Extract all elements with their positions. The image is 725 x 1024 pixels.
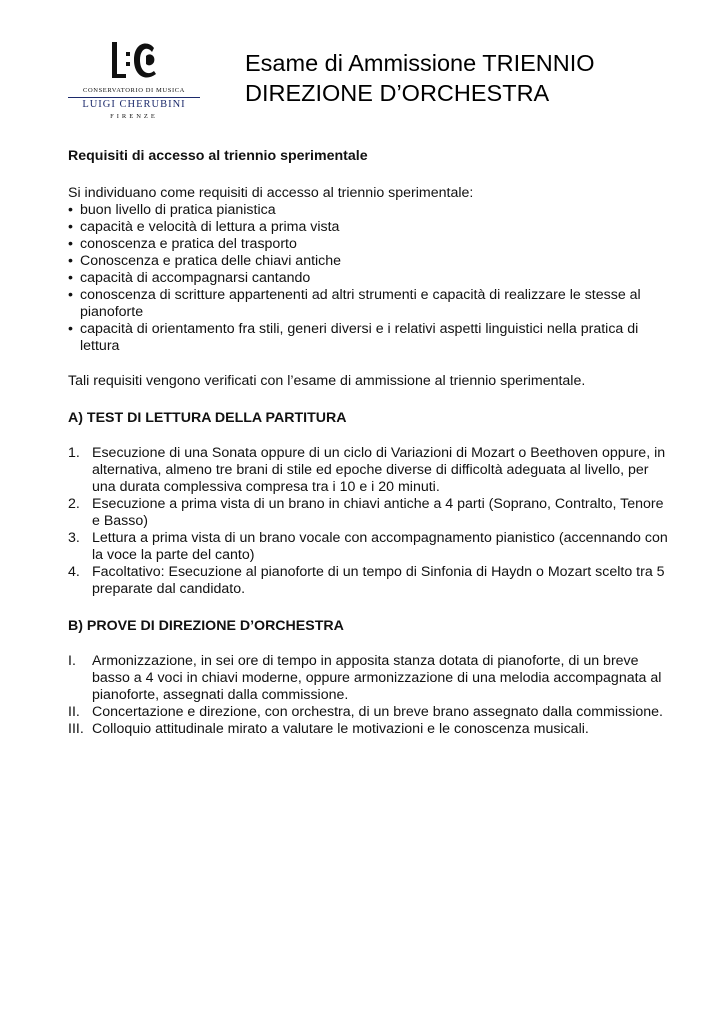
requirements-list bbox=[68, 202, 668, 355]
requirements-intro: Si individuano come requisiti di accesso al triennio sperimentale: bbox=[68, 185, 474, 201]
list-item: I. Armonizzazione, in sei ore di tempo in apposita stanza dotata di pianoforte, di un breve basso a 4 voci in chiavi moderne, oppure armonizzazione di una melodia accompagnata al pianoforte, assegnati dalla commissione. bbox=[68, 653, 662, 703]
list-item: • conoscenza di scritture appartenenti ad altri strumenti e capacità di realizzare le stesse al pianoforte bbox=[68, 287, 641, 320]
logo-text-city: FIRENZE bbox=[110, 113, 158, 120]
section-a-list bbox=[68, 445, 668, 598]
list-item: • capacità di accompagnarsi cantando bbox=[68, 270, 311, 286]
list-item: 2. Esecuzione a prima vista di un brano in chiavi antiche a 4 parti (Soprano, Contralto, Tenore e Basso) bbox=[68, 496, 664, 529]
list-item: • Conoscenza e pratica delle chiavi antiche bbox=[68, 253, 342, 269]
logo-monogram bbox=[110, 40, 160, 86]
list-item: • conoscenza e pratica del trasporto bbox=[68, 236, 297, 252]
document-body bbox=[68, 148, 668, 738]
logo-divider bbox=[68, 97, 200, 98]
bullet-mark: • bbox=[68, 202, 73, 218]
list-item: 1. Esecuzione di una Sonata oppure di un ciclo di Variazioni di Mozart o Beethoven oppure, in alternativa, almeno tre brani di stile ed epoche diverse di difficoltà adeguata al livello, per una durata complessiva compresa tra i 10 e i 20 minuti. bbox=[68, 445, 666, 495]
requirements-heading: Requisiti di accesso al triennio sperimentale bbox=[68, 148, 368, 164]
title-line-1: Esame di Ammissione TRIENNIO bbox=[245, 50, 595, 76]
section-a-heading: A) TEST DI LETTURA DELLA PARTITURA bbox=[68, 410, 347, 426]
bullet-mark: • bbox=[68, 236, 73, 252]
bullet-mark: • bbox=[68, 321, 73, 337]
document-title bbox=[245, 48, 595, 108]
list-item: • buon livello di pratica pianistica bbox=[68, 202, 276, 218]
title-line-2: DIREZIONE D’ORCHESTRA bbox=[245, 80, 550, 106]
section-b-heading: B) PROVE DI DIREZIONE D’ORCHESTRA bbox=[68, 618, 344, 634]
bullet-mark: • bbox=[68, 253, 73, 269]
bullet-mark: • bbox=[68, 270, 73, 286]
list-item: II. Concertazione e direzione, con orchestra, di un breve brano assegnato dalla commissione. bbox=[68, 704, 663, 720]
requirements-closing: Tali requisiti vengono verificati con l’esame di ammissione al triennio sperimentale. bbox=[68, 373, 586, 389]
logo-text-name: LUIGI CHERUBINI bbox=[82, 99, 186, 110]
conservatory-logo bbox=[66, 40, 202, 122]
list-item: 3. Lettura a prima vista di un brano vocale con accompagnamento pianistico (accennando con la voce la parte del canto) bbox=[68, 530, 668, 563]
section-b-list bbox=[68, 653, 668, 738]
list-item: • capacità di orientamento fra stili, generi diversi e i relativi aspetti linguistici nella pratica di lettura bbox=[68, 321, 639, 354]
bullet-mark: • bbox=[68, 219, 73, 235]
logo-text-conservatorio: CONSERVATORIO DI MUSICA bbox=[83, 87, 185, 94]
list-item: • capacità e velocità di lettura a prima vista bbox=[68, 219, 340, 235]
bullet-mark: • bbox=[68, 287, 73, 303]
list-item: 4. Facoltativo: Esecuzione al pianoforte di un tempo di Sinfonia di Haydn o Mozart scelto tra 5 preparate dal candidato. bbox=[68, 564, 665, 597]
list-item: III. Colloquio attitudinale mirato a valutare le motivazioni e le conoscenza musicali. bbox=[68, 721, 589, 737]
